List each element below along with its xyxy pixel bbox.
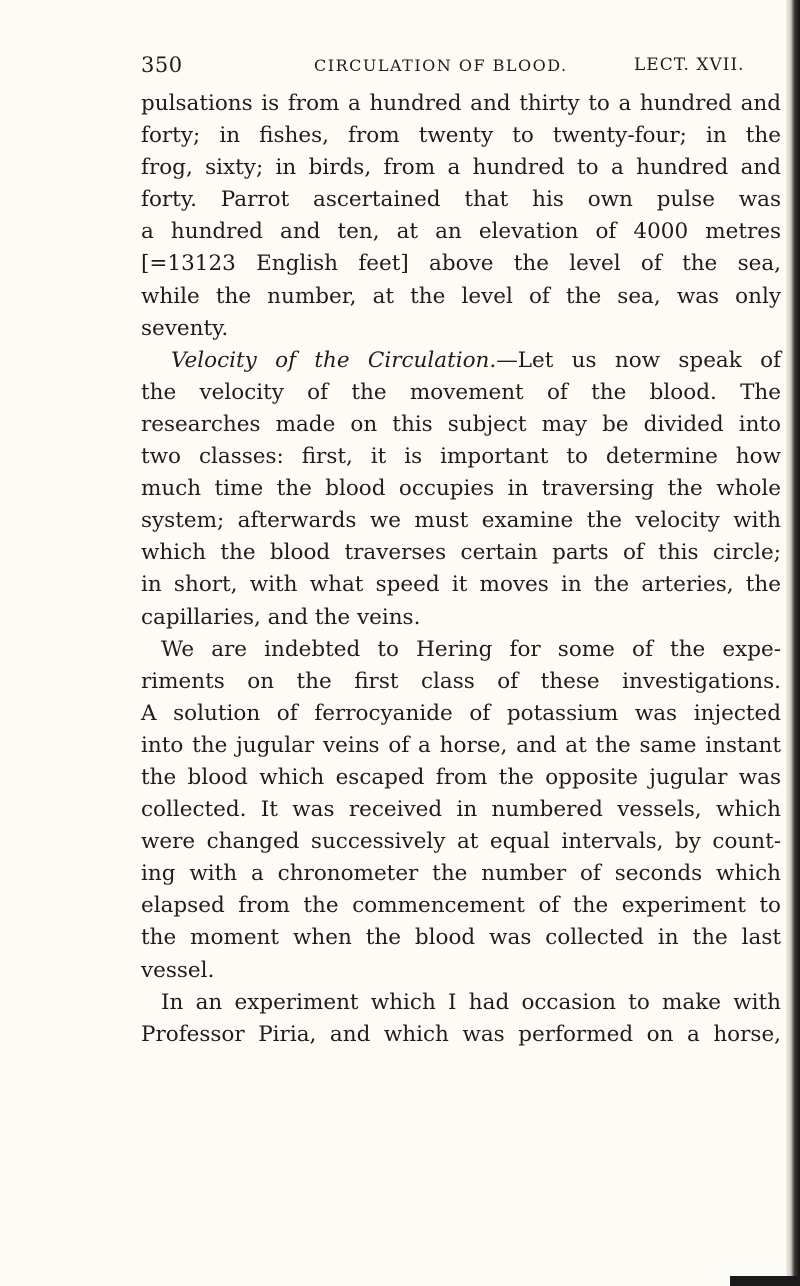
text-line: pulsations is from a hundred and thirty to a hundred and <box>141 91 781 116</box>
text-line: ing with a chronometer the number of seconds which <box>141 861 781 887</box>
page-corner-shadow <box>730 1276 800 1286</box>
text-run: —Let us now speak of <box>496 347 781 373</box>
text-line: seventy. <box>141 315 229 341</box>
text-line: A solution of ferrocyanide of potassium was injected <box>141 700 781 726</box>
text-line: researches made on this subject may be divided into <box>141 411 781 437</box>
running-title: CIRCULATION OF BLOOD. <box>314 56 568 75</box>
text-line: the velocity of the movement of the blood. The <box>141 379 781 405</box>
text-line: collected. It was received in numbered vessels, which <box>141 797 781 823</box>
text-line: [=13123 English feet] above the level of the sea, <box>141 251 781 277</box>
text-line: much time the blood occupies in traversing the whole <box>141 476 781 502</box>
text-line: the moment when the blood was collected in the last <box>141 925 781 951</box>
paragraph-2 <box>141 345 781 634</box>
text-line: the blood which escaped from the opposite jugular was <box>141 764 781 790</box>
body-text <box>141 88 781 1051</box>
text-line: vessel. <box>141 957 215 983</box>
text-line <box>141 345 781 377</box>
text-line: elapsed from the commencement of the experiment to <box>141 893 781 919</box>
text-line: which the blood traverses certain parts of this circle; <box>141 540 781 566</box>
paragraph-4 <box>141 987 781 1051</box>
text-line: capillaries, and the veins. <box>141 604 421 630</box>
text-line: frog, sixty; in birds, from a hundred to a hundred and <box>141 155 781 181</box>
page-number: 350 <box>141 53 183 77</box>
text-line: In an experiment which I had occasion to make with <box>161 989 781 1015</box>
paragraph-1 <box>141 88 781 345</box>
text-line: forty; in fishes, from twenty to twenty-four; in the <box>141 123 781 149</box>
text-line: in short, with what speed it moves in the arteries, the <box>141 572 781 598</box>
text-line: Professor Piria, and which was performed on a horse, <box>141 1021 781 1047</box>
text-line: two classes: first, it is important to determine how <box>141 444 781 470</box>
page-binding-edge <box>786 0 800 1286</box>
text-line: riments on the first class of these investigations. <box>141 668 781 694</box>
text-line: into the jugular veins of a horse, and at the same instant <box>141 732 781 758</box>
text-line: forty. Parrot ascertained that his own pulse was <box>141 187 781 213</box>
text-line: We are indebted to Hering for some of the expe- <box>161 636 781 662</box>
running-header <box>141 53 781 83</box>
text-line: system; afterwards we must examine the velocity with <box>141 508 781 534</box>
text-line: a hundred and ten, at an elevation of 4000 metres <box>141 219 781 245</box>
text-line: while the number, at the level of the sea, was only <box>141 283 781 309</box>
paragraph-3 <box>141 634 781 987</box>
lecture-label: LECT. XVII. <box>634 55 745 75</box>
text-line: were changed successively at equal intervals, by count- <box>141 829 781 855</box>
section-heading: Velocity of the Circulation. <box>171 347 497 373</box>
